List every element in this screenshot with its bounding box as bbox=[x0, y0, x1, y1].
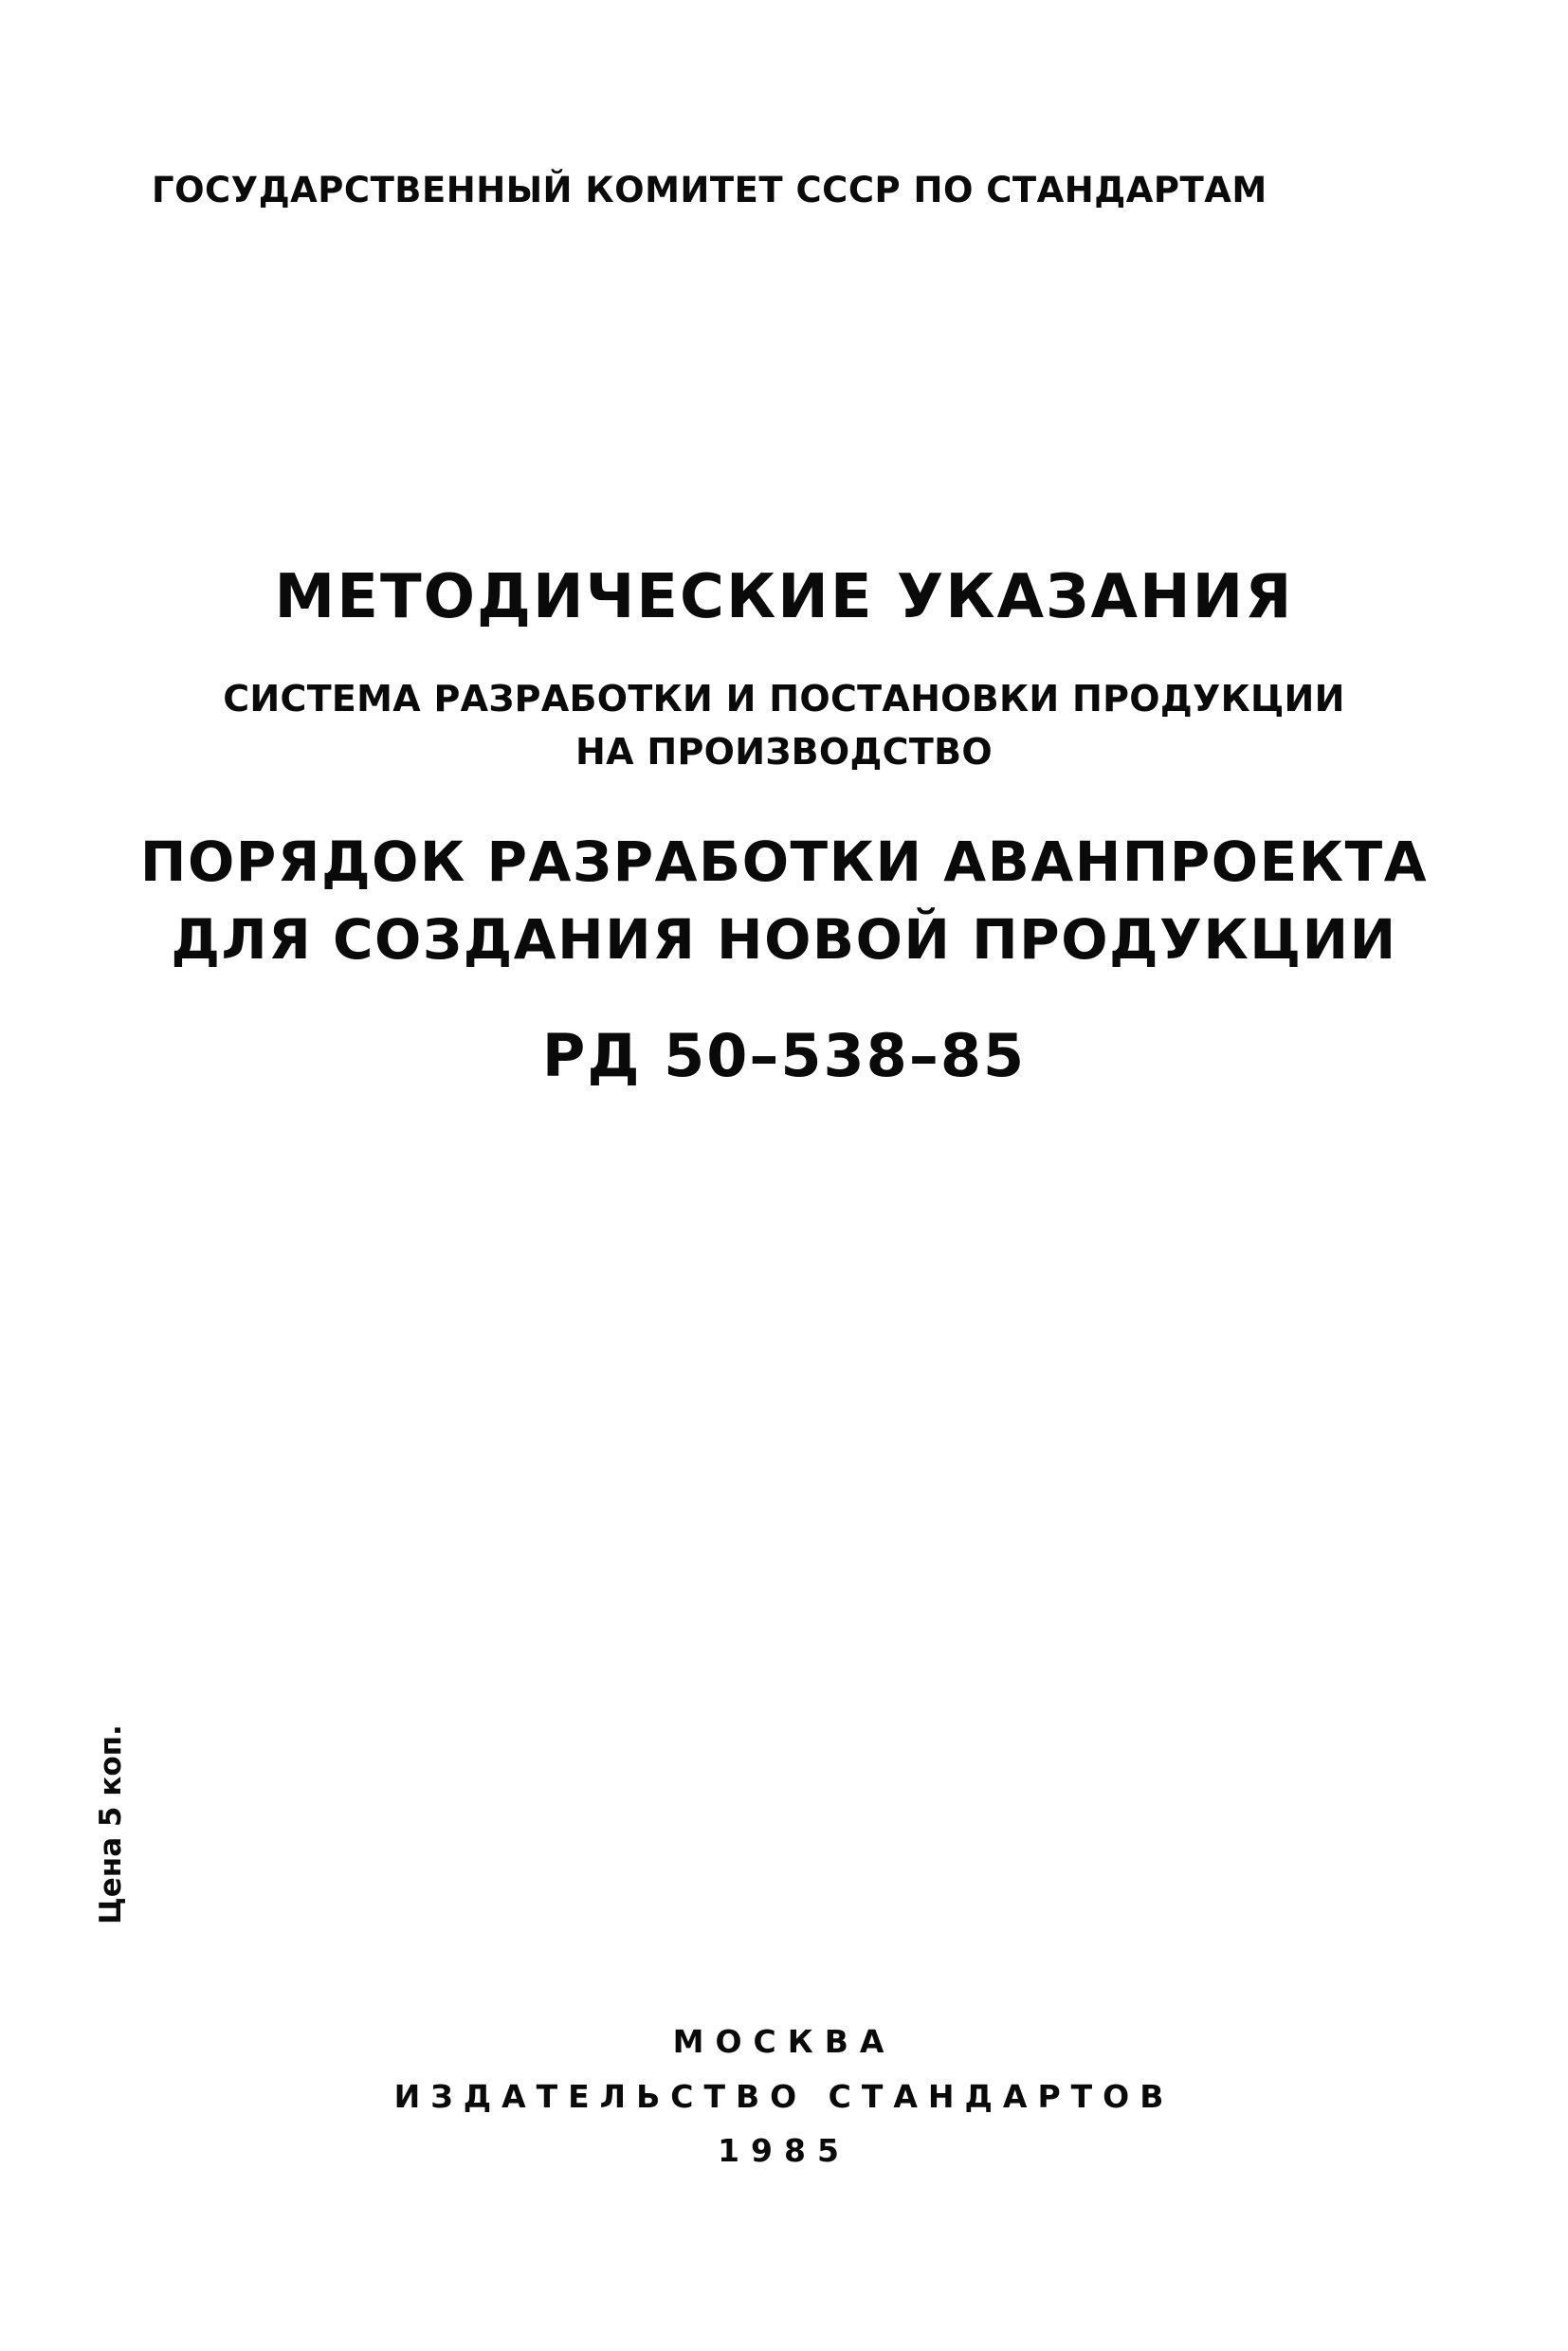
series-line-2: НА ПРОИЗВОДСТВО bbox=[575, 731, 993, 773]
imprint-year: 1985 bbox=[718, 2132, 850, 2169]
imprint-city: МОСКВА bbox=[672, 2023, 896, 2060]
series-line-1: СИСТЕМА РАЗРАБОТКИ И ПОСТАНОВКИ ПРОДУКЦИИ bbox=[223, 678, 1345, 720]
document-code: РД 50–538–85 bbox=[541, 1021, 1027, 1090]
issuing-agency: ГОСУДАРСТВЕННЫЙ КОМИТЕТ СССР ПО СТАНДАРТАМ bbox=[152, 170, 1267, 210]
price-note: Цена 5 коп. bbox=[94, 1724, 128, 1924]
imprint-publisher: ИЗДАТЕЛЬСТВО СТАНДАРТОВ bbox=[393, 2078, 1175, 2115]
document-title-line-2: ДЛЯ СОЗДАНИЯ НОВОЙ ПРОДУКЦИИ bbox=[171, 907, 1397, 972]
document-type-heading: МЕТОДИЧЕСКИЕ УКАЗАНИЯ bbox=[274, 562, 1294, 632]
document-title-line-1: ПОРЯДОК РАЗРАБОТКИ АВАНПРОЕКТА bbox=[139, 829, 1429, 894]
